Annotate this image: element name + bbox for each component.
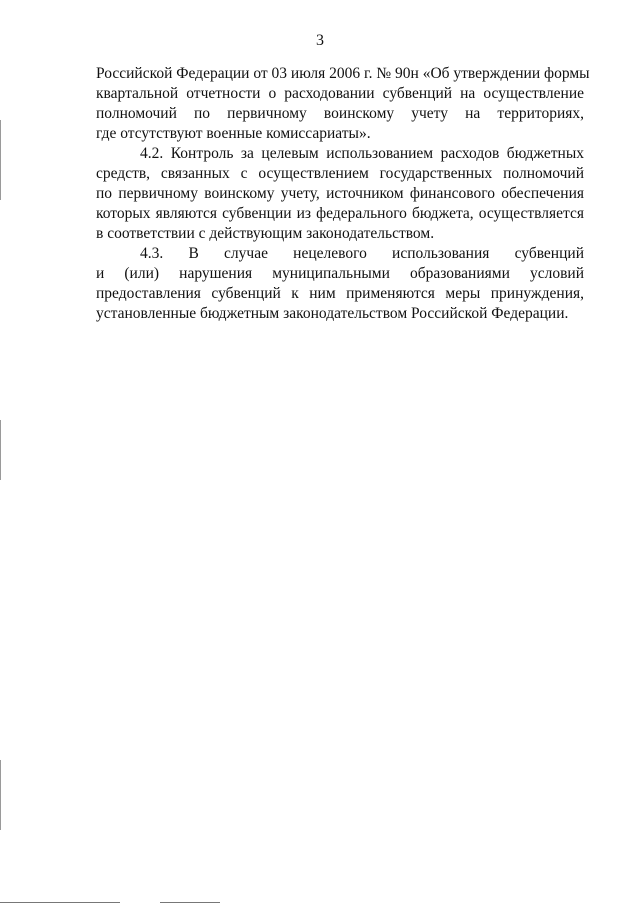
text-line: квартальной отчетности о расходовании субвенций на осуществление xyxy=(96,85,584,102)
text-line: установленные бюджетным законодательством Российской Федерации. xyxy=(96,305,569,322)
paragraph-continuation xyxy=(96,64,590,144)
paragraph-4-2 xyxy=(96,144,584,244)
text-line: предоставления субвенций к ним применяются меры принуждения, xyxy=(96,285,584,302)
text-line: средств, связанных с осуществлением государственных полномочий xyxy=(96,165,584,182)
text-line: которых являются субвенции из федерального бюджета, осуществляется xyxy=(96,205,584,222)
text-line: и (или) нарушения муниципальными образованиями условий xyxy=(96,265,584,282)
text-line: по первичному воинскому учету, источником финансового обеспечения xyxy=(96,185,584,202)
text-line: 4.3. В случае нецелевого использования субвенций xyxy=(140,245,584,262)
text-line: в соответствии с действующим законодательством. xyxy=(96,225,435,242)
document-body xyxy=(96,64,590,324)
text-line: 4.2. Контроль за целевым использованием расходов бюджетных xyxy=(140,145,584,162)
scan-edge-mark xyxy=(0,760,1,830)
text-line: полномочий по первичному воинскому учету на территориях, xyxy=(96,105,584,122)
text-line: Российской Федерации от 03 июля 2006 г. № 90н «Об утверждении формы xyxy=(96,65,590,82)
scan-edge-mark xyxy=(0,420,1,480)
scan-edge-mark xyxy=(0,120,1,200)
scan-bottom-mark xyxy=(0,902,120,903)
text-line: где отсутствуют военные комиссариаты». xyxy=(96,125,371,142)
paragraph-4-3 xyxy=(96,244,584,324)
scan-bottom-mark xyxy=(160,902,220,903)
page-number: 3 xyxy=(316,32,324,49)
